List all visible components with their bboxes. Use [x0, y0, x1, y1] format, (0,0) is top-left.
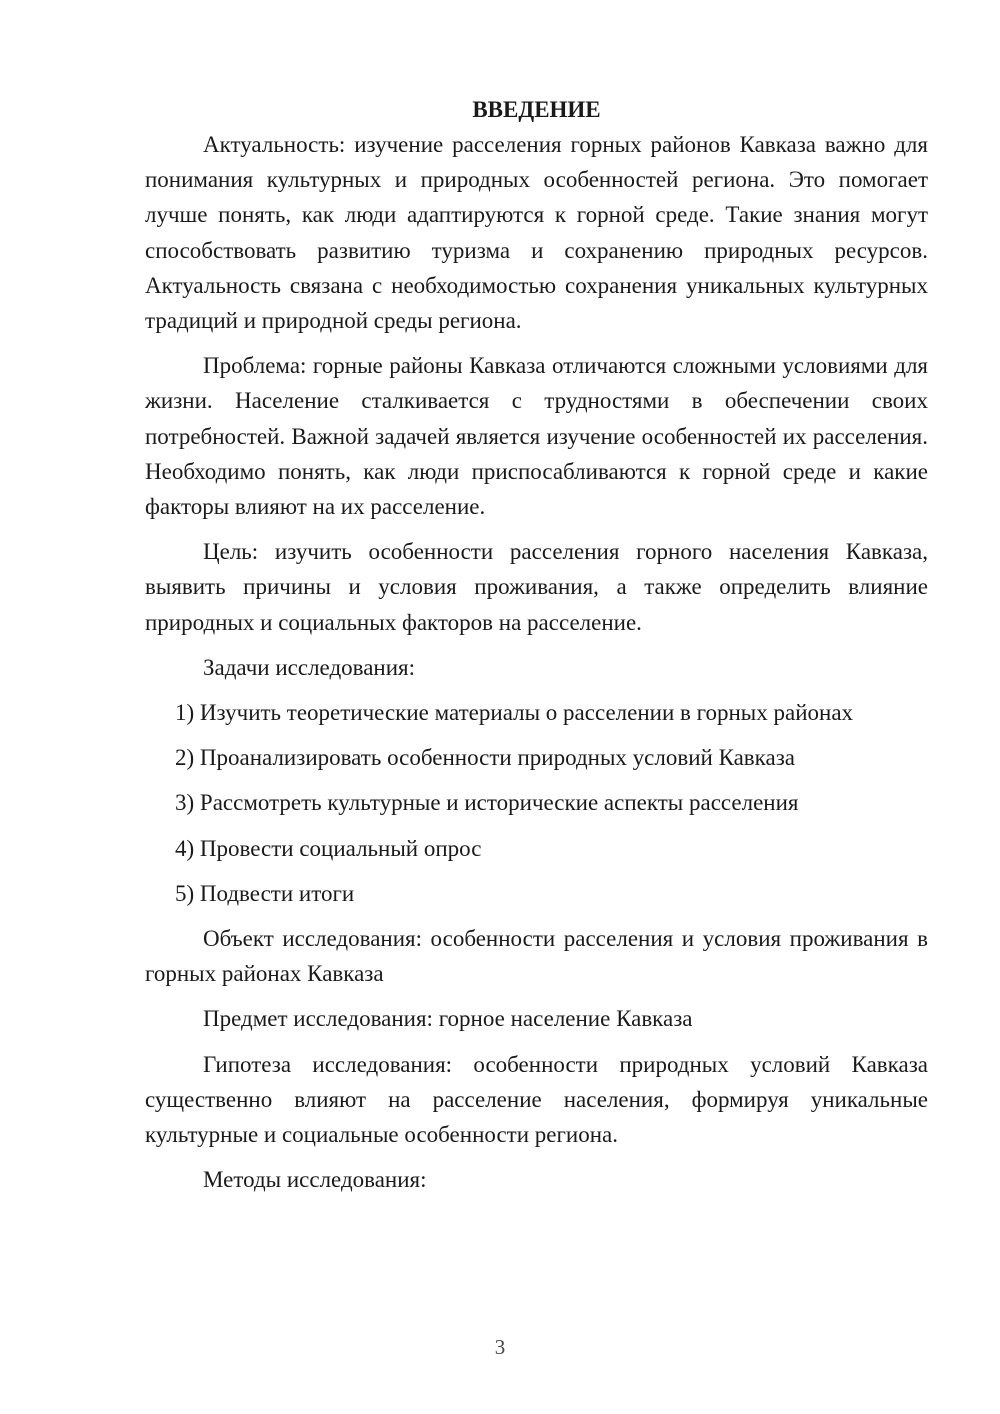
paragraph-subject: Предмет исследования: горное население Кавказа [203, 1006, 693, 1032]
task-item: 4) Провести социальный опрос [175, 835, 482, 861]
paragraph-problem: Проблема: горные районы Кавказа отличаются сложными условиями для жизни. Население сталкивается с трудностями в обеспечении своих потребностей. Важной задачей является изучение особенностей их расселения. Необходимо понять, как люди приспосабливаются к горной среде и какие факторы влияют на их расселение. [145, 353, 928, 520]
task-item: 3) Рассмотреть культурные и исторические аспекты расселения [175, 790, 799, 816]
paragraph-hypothesis: Гипотеза исследования: особенности природных условий Кавказа существенно влияют на расселение населения, формируя уникальные культурные и социальные особенности региона. [145, 1051, 928, 1148]
methods-heading: Методы исследования: [203, 1167, 427, 1193]
paragraph-goal: Цель: изучить особенности расселения горного населения Кавказа, выявить причины и условия проживания, а также определить влияние природных и социальных факторов на расселение. [145, 539, 928, 635]
task-item: 1) Изучить теоретические материалы о расселении в горных районах [175, 700, 854, 726]
task-item: 2) Проанализировать особенности природных условий Кавказа [175, 745, 796, 771]
document-page [145, 92, 928, 1207]
paragraph-relevance: Актуальность: изучение расселения горных районов Кавказа важно для понимания культурных и природных особенностей региона. Это помогает лучше понять, как люди адаптируются к горной среде. Такие знания могут способствовать развитию туризма и сохранению природных ресурсов. Актуальность связана с необходимостью сохранения уникальных культурных традиций и природной среды региона. [145, 132, 928, 334]
paragraph-object: Объект исследования: особенности расселения и условия проживания в горных районах Кавказа [145, 926, 928, 987]
tasks-heading: Задачи исследования: [203, 654, 416, 680]
page-number: 3 [494, 1335, 506, 1359]
task-item: 5) Подвести итоги [175, 880, 355, 906]
section-title: ВВЕДЕНИЕ [472, 97, 601, 122]
